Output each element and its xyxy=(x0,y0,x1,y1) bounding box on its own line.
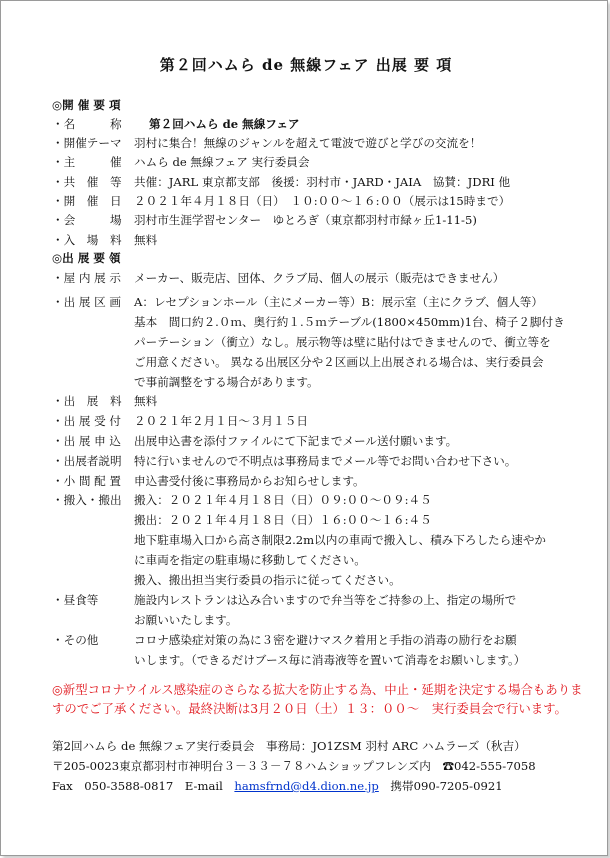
exhibit-row-label: ・搬入・搬出 xyxy=(52,493,122,507)
exhibit-row-text: コロナ感染症対策の為に３密を避けマスク着用と手指の消毒の励行をお願 xyxy=(134,633,517,647)
row-value: ハムら de 無線フェア 実行委員会 xyxy=(134,155,310,169)
exhibit-row-text: メーカー、販売店、団体、クラブ局、個人の展示（販売はできません） xyxy=(134,271,505,285)
exhibit-row-text: 搬出：２０２１年４月１８日（日）１６:００～１６:４５ xyxy=(134,513,432,527)
exhibit-row-text: 地下駐車場入口から高さ制限2.2m以内の車両で搬入し、積み下ろしたら速やか xyxy=(134,533,547,547)
exhibit-row-label: ・出展者説明 xyxy=(52,454,122,468)
fax-text: Fax 050-3588-0817 E-mail xyxy=(52,779,235,793)
row-label: ・主 催 xyxy=(52,155,122,169)
exhibit-row-label: ・出 展 料 xyxy=(52,394,122,408)
row-value: 羽村市生涯学習センター ゆとろぎ（東京都羽村市緑ヶ丘1-11-5) xyxy=(134,213,477,227)
exhibit-row-text: に車両を指定の駐車場に移動してください。 xyxy=(134,553,366,567)
row-value: 無料 xyxy=(134,233,158,247)
row-label: ・名 称 xyxy=(52,117,122,131)
exhibit-row-text: お願いいたします。 xyxy=(134,613,238,627)
section-heading-overview: ◎開 催 要 項 xyxy=(52,98,121,112)
footer-organizer: 第2回ハムら de 無線フェア実行委員会 事務局：JO1ZSM 羽村 ARC ハムラーズ（秋吉） xyxy=(52,739,526,753)
exhibit-row-label: ・出 展 区 画 xyxy=(52,295,122,309)
row-label: ・入 場 料 xyxy=(52,233,122,247)
exhibit-row-text: ２０２１年２月１日～３月１５日 xyxy=(134,414,308,428)
exhibit-row-text: 申込書受付後に事務局からお知らせします。 xyxy=(134,474,365,488)
row-value: 羽村に集合！無線のジャンルを超えて電波で遊びと学びの交流を！ xyxy=(134,136,482,150)
exhibit-row-text: いします。（できるだけブース毎に消毒液等を置いて消毒をお願いします。） xyxy=(134,653,526,667)
exhibit-row-text: 基本 間口約２.０ｍ、奥行約１.５ｍテーブル(1800×450mm)1台、椅子２脚付き xyxy=(134,315,565,329)
email-link[interactable]: hamsfrnd@d4.dion.ne.jp xyxy=(234,779,379,793)
exhibit-row-label: ・その他 xyxy=(52,633,99,647)
mobile-text: 携帯090-7205-0921 xyxy=(378,779,503,793)
exhibit-row-text: 搬入、搬出担当実行委員の指示に従ってください。 xyxy=(134,573,401,587)
notice-line: ◎新型コロナウイルス感染症のさらなる拡大を防止する為、中止・延期を決定する場合もありま xyxy=(52,682,583,697)
exhibit-row-text: 無料 xyxy=(134,394,158,408)
row-value: 共催：JARL 東京都支部 後援：羽村市・JARD・JAIA 協賛：JDRI 他 xyxy=(134,175,511,189)
exhibit-row-label: ・屋 内 展 示 xyxy=(52,271,122,285)
exhibit-row-text: 出展申込書を添付ファイルにて下記までメール送付願います。 xyxy=(134,434,458,448)
row-label: ・開 催 日 xyxy=(52,194,122,208)
row-label: ・開催テーマ xyxy=(52,136,122,150)
exhibit-row-text: で事前調整をする場合があります。 xyxy=(134,375,319,389)
exhibit-row-label: ・昼食等 xyxy=(52,593,99,607)
row-value: ２０２１年４月１８日（日） １０:００～１６:００（展示は15時まで） xyxy=(134,194,511,208)
footer-contact xyxy=(52,779,503,793)
notice-line: すのでご了承ください。最終決断は3月２０日（土）１３：００～ 実行委員会で行います。 xyxy=(52,701,567,716)
exhibit-row-text: 特に行いませんので不明点は事務局までメール等でお問い合わせ下さい。 xyxy=(134,454,517,468)
exhibit-row-text: 施設内レストランは込み合いますので弁当等をご持参の上、指定の場所で xyxy=(134,593,517,607)
exhibit-row-text: ご用意ください。 異なる出展区分や２区画以上出展される場合は、実行委員会 xyxy=(134,355,544,369)
exhibit-row-text: A：レセプションホール（主にメーカー等）B：展示室（主にクラブ、個人等） xyxy=(134,295,543,309)
page-title: 第２回ハムら de 無線フェア 出展 要 項 xyxy=(159,56,453,74)
footer-address: 〒205-0023東京都羽村市神明台３－３３－７８ハムショップフレンズ内 ☎042-555-7058 xyxy=(52,759,536,773)
row-label: ・共 催 等 xyxy=(52,175,122,189)
exhibit-row-label: ・小 間 配 置 xyxy=(52,474,122,488)
exhibit-row-label: ・出 展 受 付 xyxy=(52,414,122,428)
exhibit-row-text: パーテーション（衝立）なし。展示物等は壁に貼付はできませんので、衝立等を xyxy=(134,335,551,349)
exhibit-row-text: 搬入：２０２１年４月１８日（日）０９:００～０９:４５ xyxy=(134,493,432,507)
row-value: 第２回ハムら de 無線フェア xyxy=(149,117,300,131)
exhibit-row-label: ・出 展 申 込 xyxy=(52,434,122,448)
row-label: ・会 場 xyxy=(52,213,122,227)
section-heading-exhibit: ◎出 展 要 領 xyxy=(52,251,121,265)
